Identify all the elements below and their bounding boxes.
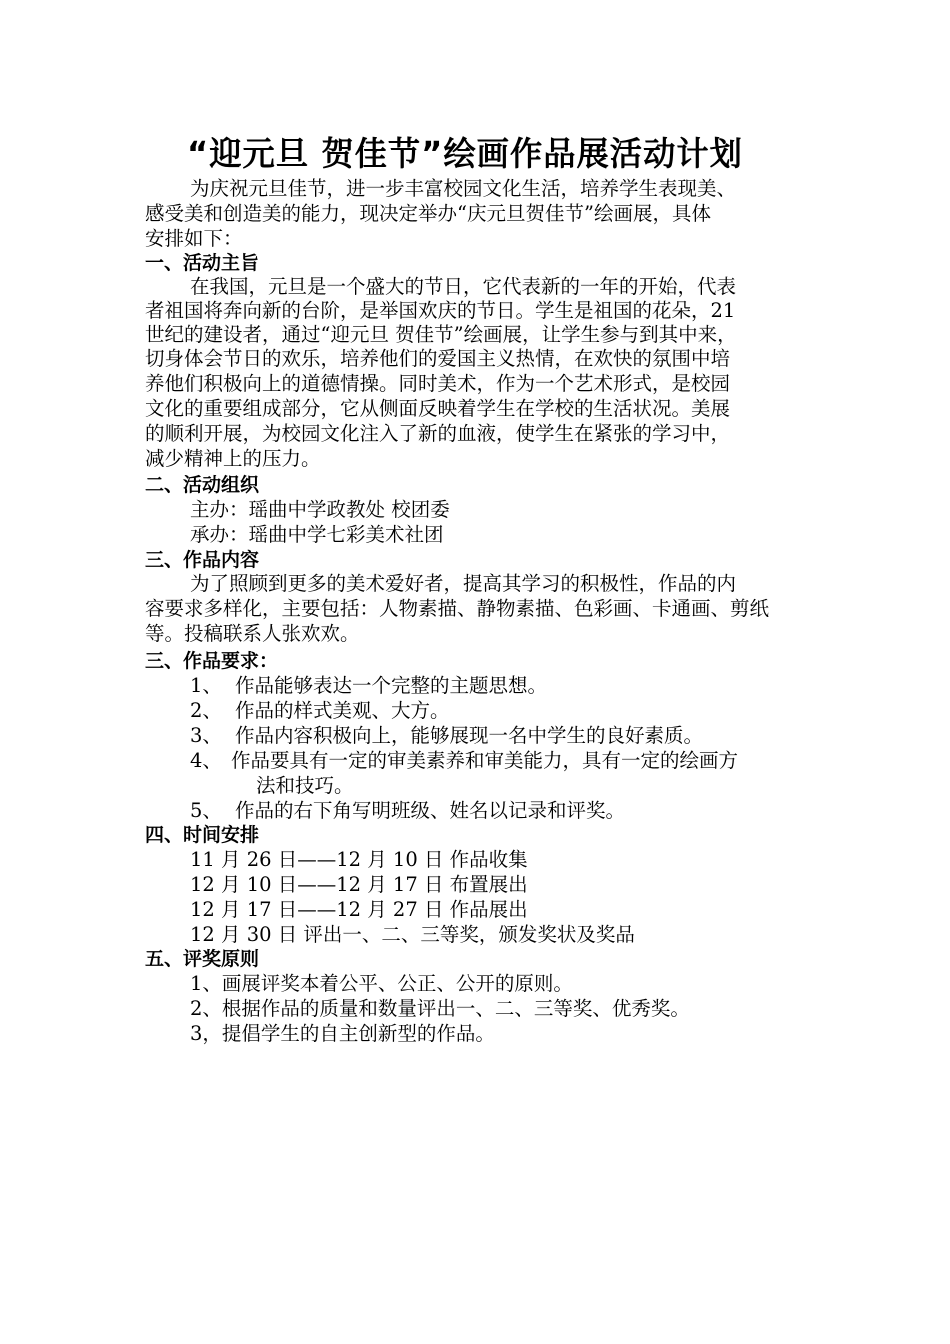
judging-line: 2、根据作品的质量和数量评出一、二、三等奖、优秀奖。	[190, 997, 690, 1020]
list-item-number: 4、	[190, 749, 222, 772]
list-item-number: 2、	[190, 699, 222, 722]
section-heading-judging: 五、评奖原则	[145, 948, 260, 970]
list-item-text: 作品能够表达一个完整的主题思想。	[235, 674, 548, 697]
list-item-text: 作品的右下角写明班级、姓名以记录和评奖。	[235, 799, 626, 822]
section-heading-purpose: 一、活动主旨	[145, 252, 260, 274]
paragraph-line: 世纪的建设者，通过“迎元旦 贺佳节”绘画展，让学生参与到其中来，	[145, 323, 737, 346]
section-heading-content: 三、作品内容	[145, 549, 260, 571]
paragraph-line: 为了照顾到更多的美术爱好者，提高其学习的积极性，作品的内	[190, 572, 737, 595]
schedule-line: 12 月 30 日 评出一、二、三等奖，颁发奖状及奖品	[190, 923, 635, 946]
judging-line: 3，提倡学生的自主创新型的作品。	[190, 1022, 495, 1045]
paragraph-line: 容要求多样化，主要包括：人物素描、静物素描、色彩画、卡通画、剪纸	[145, 597, 770, 620]
paragraph-line: 养他们积极向上的道德情操。同时美术，作为一个艺术形式，是校园	[145, 372, 731, 395]
list-item-number: 1、	[190, 674, 222, 697]
intro-line: 安排如下：	[145, 227, 243, 250]
judging-line: 1、画展评奖本着公平、公正、公开的原则。	[190, 972, 573, 995]
schedule-line: 12 月 17 日——12 月 27 日 作品展出	[190, 898, 528, 921]
schedule-line: 11 月 26 日——12 月 10 日 作品收集	[190, 848, 528, 871]
section-heading-requirements: 三、作品要求：	[145, 650, 279, 672]
organizer-line: 承办：瑶曲中学七彩美术社团	[190, 523, 444, 546]
paragraph-line: 的顺利开展，为校园文化注入了新的血液，使学生在紧张的学习中，	[145, 422, 731, 445]
list-item-text: 作品要具有一定的审美素养和审美能力，具有一定的绘画方	[231, 749, 739, 772]
paragraph-line: 文化的重要组成部分，它从侧面反映着学生在学校的生活状况。美展	[145, 397, 731, 420]
list-item-text: 作品内容积极向上，能够展现一名中学生的良好素质。	[235, 724, 704, 747]
paragraph-line: 等。投稿联系人张欢欢。	[145, 622, 360, 645]
intro-line: 为庆祝元旦佳节，进一步丰富校园文化生活，培养学生表现美、	[190, 177, 737, 200]
paragraph-line: 者祖国将奔向新的台阶，是举国欢庆的节日。学生是祖国的花朵，21	[145, 299, 736, 322]
document-title: “迎元旦 贺佳节”绘画作品展活动计划	[187, 134, 743, 173]
schedule-line: 12 月 10 日——12 月 17 日 布置展出	[190, 873, 528, 896]
section-heading-schedule: 四、时间安排	[145, 824, 260, 846]
list-item-text: 作品的样式美观、大方。	[235, 699, 450, 722]
organizer-line: 主办：瑶曲中学政教处 校团委	[190, 498, 450, 521]
list-item-number: 3、	[190, 724, 222, 747]
paragraph-line: 在我国，元旦是一个盛大的节日，它代表新的一年的开始，代表	[190, 275, 737, 298]
list-item-continuation: 法和技巧。	[256, 774, 354, 797]
list-item-number: 5、	[190, 799, 222, 822]
paragraph-line: 切身体会节日的欢乐，培养他们的爱国主义热情，在欢快的氛围中培	[145, 347, 731, 370]
intro-line: 感受美和创造美的能力，现决定举办“庆元旦贺佳节”绘画展，具体	[145, 202, 711, 225]
paragraph-line: 减少精神上的压力。	[145, 447, 321, 470]
section-heading-organization: 二、活动组织	[145, 474, 260, 496]
